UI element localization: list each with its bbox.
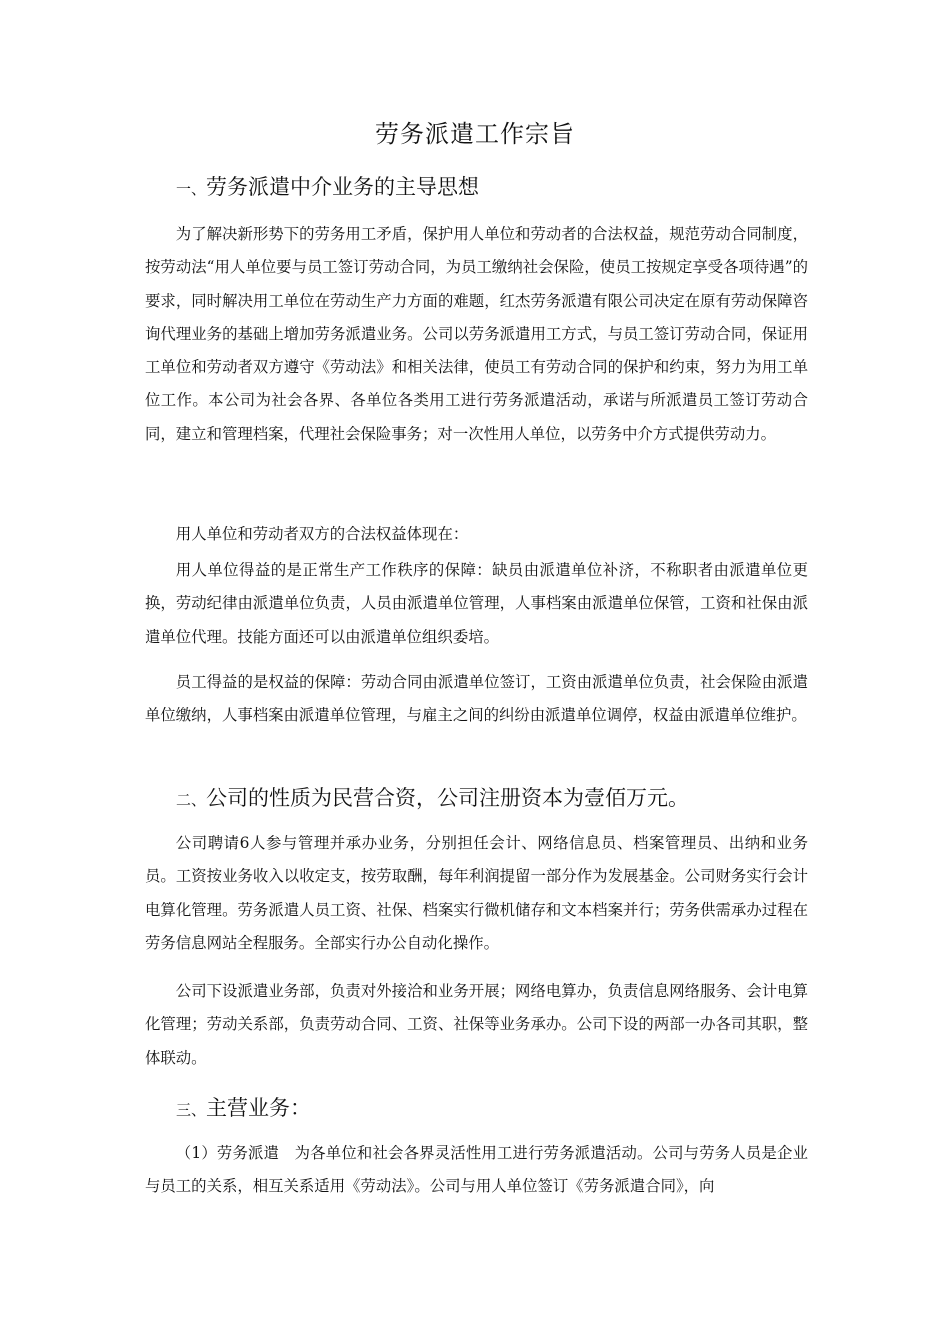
section-title-1: 劳务派遣中介业务的主导思想 — [206, 175, 480, 199]
section-title-2: 公司的性质为民营合资，公司注册资本为壹佰万元。 — [206, 786, 690, 810]
section-number-1: 一、 — [176, 180, 207, 198]
section-number-3: 三、 — [176, 1101, 207, 1119]
paragraph-2-1: 公司聘请6人参与管理并承办业务，分别担任会计、网络信息员、档案管理员、出纳和业务员。工资按业务收入以收定支，按劳取酬，每年利润提留一部分作为发展基金。公司财务实行会计电算化管理。劳务派遣人员工资、社保、档案实行微机储存和文本档案并行；劳务供需承办过程在劳务信息网站全程服务。全部实行办公自动化操作。 — [145, 834, 808, 952]
paragraph-1-1: 为了解决新形势下的劳务用工矛盾，保护用人单位和劳动者的合法权益，规范劳动合同制度，按劳动法“用人单位要与员工签订劳动合同，为员工缴纳社会保险，使员工按规定享受各项待遇”的要求，同时解决用工单位在劳动生产力方面的难题，红杰劳务派遣有限公司决定在原有劳动保障咨询代理业务的基础上增加劳务派遣业务。公司以劳务派遣用工方式，与员工签订劳动合同，保证用工单位和劳动者双方遵守《劳动法》和相关法律，使员工有劳动合同的保护和约束，努力为用工单位工作。本公司为社会各界、各单位各类用工进行劳务派遣活动，承诺与所派遣员工签订劳动合同，建立和管理档案，代理社会保险事务；对一次性用人单位，以劳务中介方式提供劳动力。 — [145, 225, 808, 443]
section-number-2: 二、 — [176, 791, 207, 809]
paragraph-2-2: 公司下设派遣业务部，负责对外接洽和业务开展；网络电算办，负责信息网络服务、会计电算化管理；劳动关系部，负责劳动合同、工资、社保等业务承办。公司下设的两部一办各司其职，整体联动。 — [145, 982, 808, 1067]
paragraph-1-4: 员工得益的是权益的保障：劳动合同由派遣单位签订，工资由派遣单位负责，社会保险由派遣单位缴纳，人事档案由派遣单位管理，与雇主之间的纠纷由派遣单位调停，权益由派遣单位维护。 — [145, 673, 808, 725]
paragraph-3-1: （1）劳务派遣 为各单位和社会各界灵活性用工进行劳务派遣活动。公司与劳务人员是企业与员工的关系，相互关系适用《劳动法》。公司与用人单位签订《劳务派遣合同》，向 — [145, 1144, 808, 1196]
section-heading-3 — [176, 1092, 311, 1126]
section-title-3: 主营业务： — [206, 1096, 312, 1120]
section-heading-1 — [176, 171, 479, 205]
section-heading-2 — [176, 782, 689, 816]
paragraph-1-2: 用人单位和劳动者双方的合法权益体现在： — [175, 525, 469, 543]
paragraph-1-3: 用人单位得益的是正常生产工作秩序的保障：缺员由派遣单位补济，不称职者由派遣单位更换，劳动纪律由派遣单位负责，人员由派遣单位管理，人事档案由派遣单位保管，工资和社保由派遣单位代理。技能方面还可以由派遣单位组织委培。 — [145, 561, 808, 646]
document-title: 劳务派遣工作宗旨 — [375, 120, 575, 148]
